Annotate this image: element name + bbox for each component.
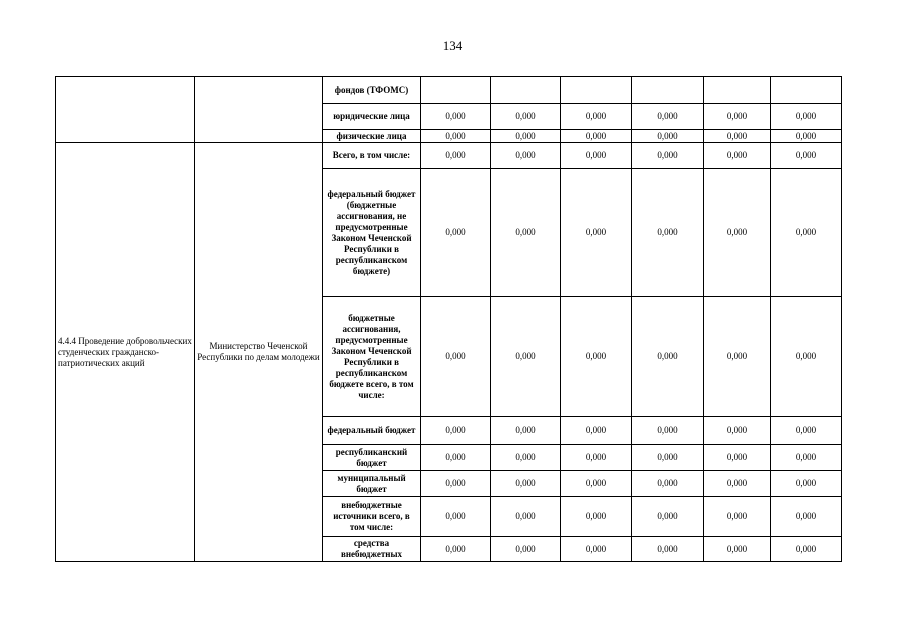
value-cell: 0,000 xyxy=(704,169,771,297)
value-cell: 0,000 xyxy=(632,497,704,537)
event-name-cell: 4.4.4 Проведение добровольческих студенческих гражданско-патриотических акций xyxy=(56,143,195,562)
funding-source-cell: федеральный бюджет (бюджетные ассигнования, не предусмотренные Законом Чеченской Республики в республиканском бюджете) xyxy=(323,169,421,297)
budget-table xyxy=(55,76,842,562)
value-cell: 0,000 xyxy=(704,537,771,562)
funding-source-cell: физические лица xyxy=(323,130,421,143)
value-cell: 0,000 xyxy=(771,417,842,445)
value-cell: 0,000 xyxy=(561,130,632,143)
value-cell: 0,000 xyxy=(561,297,632,417)
value-cell: 0,000 xyxy=(421,297,491,417)
value-cell xyxy=(704,77,771,104)
value-cell: 0,000 xyxy=(771,143,842,169)
value-cell: 0,000 xyxy=(561,104,632,130)
value-cell: 0,000 xyxy=(704,297,771,417)
value-cell xyxy=(632,77,704,104)
value-cell: 0,000 xyxy=(561,537,632,562)
value-cell: 0,000 xyxy=(561,169,632,297)
value-cell: 0,000 xyxy=(561,445,632,471)
executor-cell: Министерство Чеченской Республики по делам молодежи xyxy=(195,143,323,562)
value-cell: 0,000 xyxy=(421,143,491,169)
value-cell: 0,000 xyxy=(632,169,704,297)
table-row xyxy=(56,143,842,169)
value-cell: 0,000 xyxy=(632,297,704,417)
value-cell: 0,000 xyxy=(421,104,491,130)
value-cell: 0,000 xyxy=(704,130,771,143)
executor-cell-continued xyxy=(195,77,323,143)
value-cell: 0,000 xyxy=(561,471,632,497)
value-cell: 0,000 xyxy=(632,130,704,143)
funding-source-cell: средства внебюджетных xyxy=(323,537,421,562)
funding-source-cell: федеральный бюджет xyxy=(323,417,421,445)
value-cell: 0,000 xyxy=(421,445,491,471)
event-cell-continued xyxy=(56,77,195,143)
value-cell: 0,000 xyxy=(771,104,842,130)
value-cell: 0,000 xyxy=(491,537,561,562)
value-cell: 0,000 xyxy=(421,497,491,537)
funding-source-cell: Всего, в том числе: xyxy=(323,143,421,169)
value-cell: 0,000 xyxy=(491,497,561,537)
value-cell xyxy=(771,77,842,104)
value-cell xyxy=(491,77,561,104)
value-cell xyxy=(561,77,632,104)
value-cell: 0,000 xyxy=(421,417,491,445)
value-cell: 0,000 xyxy=(491,297,561,417)
value-cell: 0,000 xyxy=(491,130,561,143)
value-cell: 0,000 xyxy=(771,297,842,417)
funding-source-cell: внебюджетные источники всего, в том числе: xyxy=(323,497,421,537)
value-cell: 0,000 xyxy=(771,445,842,471)
value-cell xyxy=(421,77,491,104)
funding-source-cell: бюджетные ассигнования, предусмотренные Законом Чеченской Республики в республиканском бюджете всего, в том числе: xyxy=(323,297,421,417)
value-cell: 0,000 xyxy=(421,537,491,562)
value-cell: 0,000 xyxy=(632,417,704,445)
value-cell: 0,000 xyxy=(632,445,704,471)
value-cell: 0,000 xyxy=(632,143,704,169)
value-cell: 0,000 xyxy=(421,169,491,297)
funding-source-cell: фондов (ТФОМС) xyxy=(323,77,421,104)
value-cell: 0,000 xyxy=(491,471,561,497)
value-cell: 0,000 xyxy=(491,445,561,471)
value-cell: 0,000 xyxy=(704,417,771,445)
value-cell: 0,000 xyxy=(771,169,842,297)
value-cell: 0,000 xyxy=(704,445,771,471)
funding-source-cell: муниципальный бюджет xyxy=(323,471,421,497)
value-cell: 0,000 xyxy=(771,497,842,537)
value-cell: 0,000 xyxy=(632,537,704,562)
funding-source-cell: юридические лица xyxy=(323,104,421,130)
value-cell: 0,000 xyxy=(704,143,771,169)
value-cell: 0,000 xyxy=(704,471,771,497)
value-cell: 0,000 xyxy=(704,497,771,537)
value-cell: 0,000 xyxy=(491,169,561,297)
value-cell: 0,000 xyxy=(704,104,771,130)
value-cell: 0,000 xyxy=(632,104,704,130)
value-cell: 0,000 xyxy=(771,130,842,143)
value-cell: 0,000 xyxy=(771,537,842,562)
value-cell: 0,000 xyxy=(421,471,491,497)
value-cell: 0,000 xyxy=(561,417,632,445)
value-cell: 0,000 xyxy=(491,417,561,445)
value-cell: 0,000 xyxy=(421,130,491,143)
table-row xyxy=(56,77,842,104)
value-cell: 0,000 xyxy=(632,471,704,497)
value-cell: 0,000 xyxy=(561,143,632,169)
value-cell: 0,000 xyxy=(491,104,561,130)
funding-source-cell: республиканский бюджет xyxy=(323,445,421,471)
value-cell: 0,000 xyxy=(771,471,842,497)
page-number: 134 xyxy=(442,38,463,53)
value-cell: 0,000 xyxy=(561,497,632,537)
value-cell: 0,000 xyxy=(491,143,561,169)
